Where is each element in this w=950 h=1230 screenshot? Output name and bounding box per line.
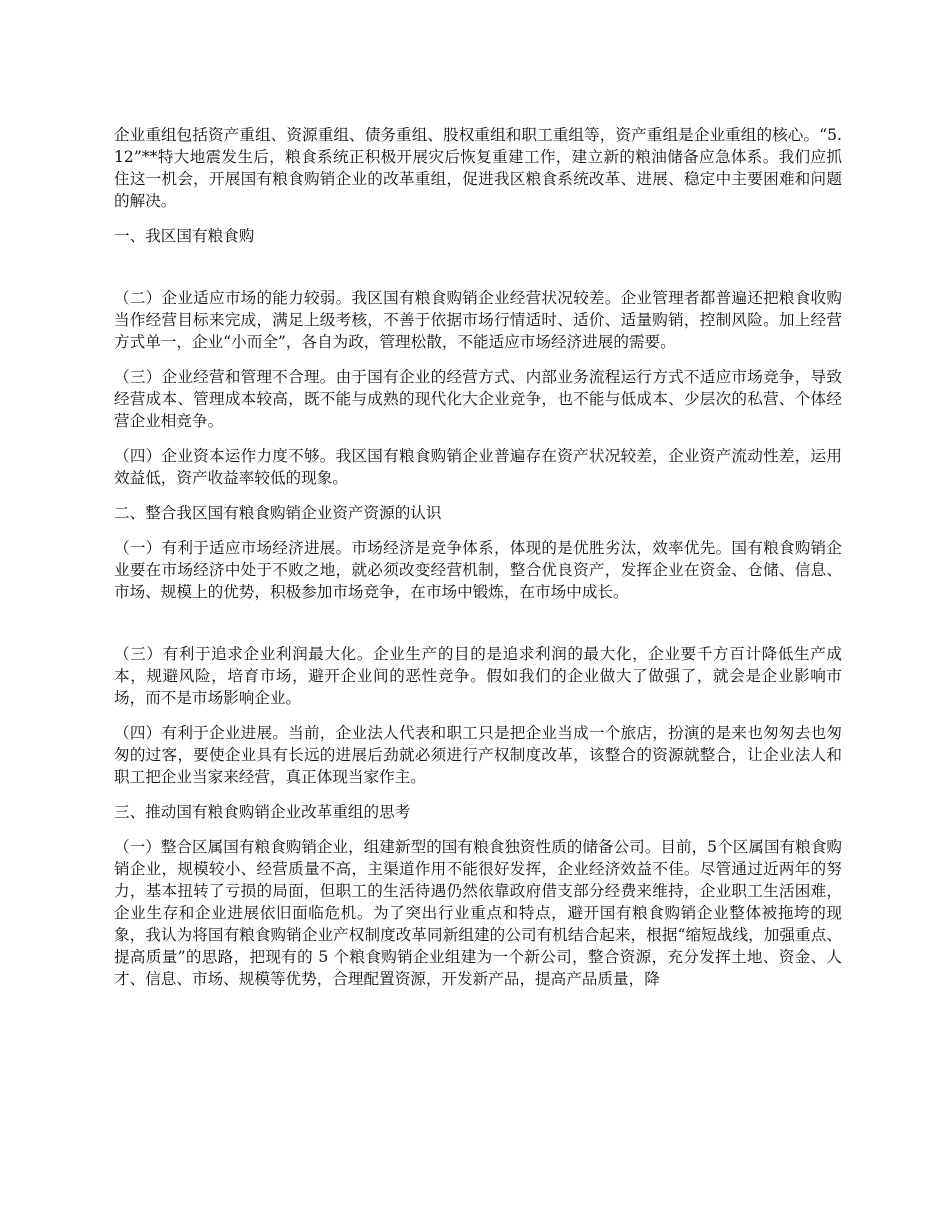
section-3-heading: 三、推动国有粮食购销企业改革重组的思考 (114, 803, 411, 821)
section-1-heading: 一、我区国有粮食购 (114, 227, 255, 245)
section-1-paragraph-3: （三）企业经营和管理不合理。由于国有企业的经营方式、内部业务流程运行方式不适应市场竞争，导致经营成本、管理成本较高，既不能与成熟的现代化大企业竞争，也不能与低成本、少层次的私营、个体经营企业相竞争。 (114, 368, 842, 430)
section-2-paragraph-1: （一）有利于适应市场经济进展。市场经济是竞争体系，体现的是优胜劣汰，效率优先。国有粮食购销企业要在市场经济中处于不败之地，就必须改变经营机制，整合优良资产，发挥企业在资金、仓储、信息、市场、规模上的优势，积极参加市场竞争，在市场中锻炼，在市场中成长。 (114, 539, 842, 601)
section-1-paragraph-4: （四）企业资本运作力度不够。我区国有粮食购销企业普遍存在资产状况较差，企业资产流动性差，运用效益低，资产收益率较低的现象。 (114, 447, 842, 487)
blank-gap (114, 616, 842, 643)
document-body (114, 124, 842, 1003)
section-2-heading: 二、整合我区国有粮食购销企业资产资源的认识 (114, 504, 442, 522)
section-2-paragraph-4: （四）有利于企业进展。当前，企业法人代表和职工只是把企业当成一个旅店，扮演的是来也匆匆去也匆匆的过客，要使企业具有长远的进展后劲就必须进行产权制度改革，该整合的资源就整合，让企业法人和职工把企业当家来经营，真正体现当家作主。 (114, 724, 842, 786)
intro-paragraph: 企业重组包括资产重组、资源重组、债务重组、股权重组和职工重组等，资产重组是企业重组的核心。“5.12”**特大地震发生后，粮食系统正积极开展灾后恢复重建工作，建立新的粮油储备应急体系。我们应抓住这一机会，开展国有粮食购销企业的改革重组，促进我区粮食系统改革、进展、稳定中主要困难和问题的解决。 (114, 126, 842, 210)
section-3-paragraph-1: （一）整合区属国有粮食购销企业，组建新型的国有粮食独资性质的储备公司。目前，5个区属国有粮食购销企业，规模较小、经营质量不高，主渠道作用不能很好发挥，企业经济效益不佳。尽管通过近两年的努力，基本扭转了亏损的局面，但职工的生活待遇仍然依靠政府借支部分经费来维持，企业职工生活困难，企业生存和企业进展依旧面临危机。为了突出行业重点和特点，避开国有粮食购销企业整体被拖垮的现象，我认为将国有粮食购销企业产权制度改革同新组建的公司有机结合起来，根据“缩短战线，加强重点、提高质量”的思路，把现有的 5 个粮食购销企业组建为一个新公司，整合资源，充分发挥土地、资金、人才、信息、市场、规模等优势，合理配置资源，开发新产品，提高产品质量，降 (114, 838, 842, 988)
section-2-paragraph-3: （三）有利于追求企业利润最大化。企业生产的目的是追求利润的最大化，企业要千方百计降低生产成本，规避风险，培育市场，避开企业间的恶性竞争。假如我们的企业做大了做强了，就会是企业影响市场，而不是市场影响企业。 (114, 645, 842, 707)
section-1-paragraph-2: （二）企业适应市场的能力较弱。我区国有粮食购销企业经营状况较差。企业管理者都普遍还把粮食收购当作经营目标来完成，满足上级考核，不善于依据市场行情适时、适价、适量购销，控制风险。加上经营方式单一，企业“小而全”，各自为政，管理松散，不能适应市场经济进展的需要。 (114, 289, 842, 351)
blank-gap (114, 260, 842, 287)
